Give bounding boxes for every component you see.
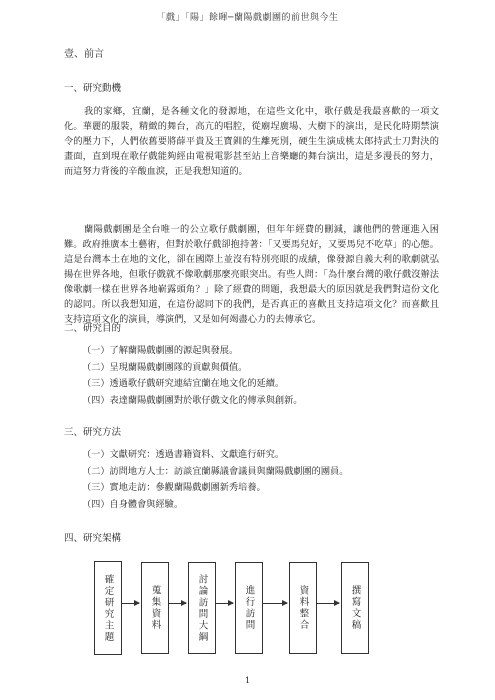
- motivation-paragraph-2: 蘭陽戲劇團是全台唯一的公立歌仔戲劇團，但年年經費的刪減，讓他們的營運進入困難。政府推廣本土藝術，但對於歌仔戲卻抱持著：「又要馬兒好，又要馬兒不吃草」的心態。這是台灣本土在地的文化，卻在國際上並沒有特別亮眼的成績，像發源自義大利的歌劇就弘揚在世界各地，但歌仔戲就不像歌劇那麼亮眼突出。有些人問：「為什麼台灣的歌仔戲沒辦法像歌劇一樣在世界各地嶄露頭角？」除了經費的問題，我想最大的原因就是我們對這份文化的認同。所以我想知道，在這份認同下的我們，是否真正的喜歡且支持這項文化？而喜歡且支持這項文化的演員，導演們，又是如何竭盡心力的去傳承它。: [64, 224, 439, 325]
- section-title: 壹、前言: [64, 49, 104, 60]
- arrow-2: [169, 603, 186, 604]
- framework-heading: 四、研究架構: [64, 533, 122, 544]
- list-item: （一）了解蘭陽戲劇團的源起與發展。: [82, 345, 239, 356]
- arrow-1: [122, 603, 139, 604]
- arrow-4: [263, 603, 287, 604]
- motivation-heading: 一、研究動機: [64, 83, 122, 94]
- framework-step-4: 進行訪問: [235, 562, 263, 654]
- arrow-3: [216, 603, 233, 604]
- framework-step-2: 蒐集資料: [141, 562, 169, 654]
- method-list: [82, 447, 348, 513]
- list-item: （四）表達蘭陽戲劇團對於歌仔戲文化的傳承與創新。: [82, 394, 303, 406]
- purpose-list: [82, 343, 303, 409]
- page-number: 1: [244, 676, 251, 685]
- framework-step-6: 撰寫文稿: [341, 562, 369, 654]
- framework-step-1: 確定研究主題: [94, 561, 122, 655]
- framework-step-5: 資料整合: [289, 562, 317, 654]
- running-header: 「戲」「陽」餘暉─蘭陽戲劇團的前世與今生: [156, 13, 339, 23]
- list-item: （一）文獻研究：透過書籍資料、文獻進行研究。: [82, 449, 285, 460]
- motivation-paragraph-1: 我的家鄉，宜蘭，是各種文化的發源地，在這些文化中，歌仔戲是我最喜歡的一項文化。華麗的服裝，精緻的舞台，高亢的唱腔，從廟埕廣場、大樹下的演出，是民化時期禁演令的壓力下，人們依舊要將薛平貴及王寶釧的生離死別，硬生生演成桃太郎持武士刀對決的畫面，直到現在歌仔戲能夠經由電視電影甚至站上音樂廳的舞台演出，這是多漫長的努力，而這努力背後的辛酸血淚，正是我想知道的。: [64, 106, 439, 177]
- list-item: （二）訪問地方人士：訪談宜蘭縣議會議員與蘭陽戲劇團的團員。: [82, 465, 349, 477]
- list-item: （四）自身體會與經驗。: [82, 498, 184, 510]
- framework-step-3: 討論訪問大綱: [188, 562, 216, 654]
- list-item: （三）透過歌仔戲研究連結宜蘭在地文化的延續。: [82, 378, 285, 389]
- purpose-heading: 二、研究目的: [64, 323, 122, 334]
- method-heading: 三、研究方法: [64, 427, 122, 438]
- list-item: （三）實地走訪：參觀蘭陽戲劇團新秀培養。: [82, 482, 266, 493]
- list-item: （二）呈現蘭陽戲劇團隊的貢獻與價值。: [82, 361, 248, 373]
- arrow-5: [317, 603, 339, 604]
